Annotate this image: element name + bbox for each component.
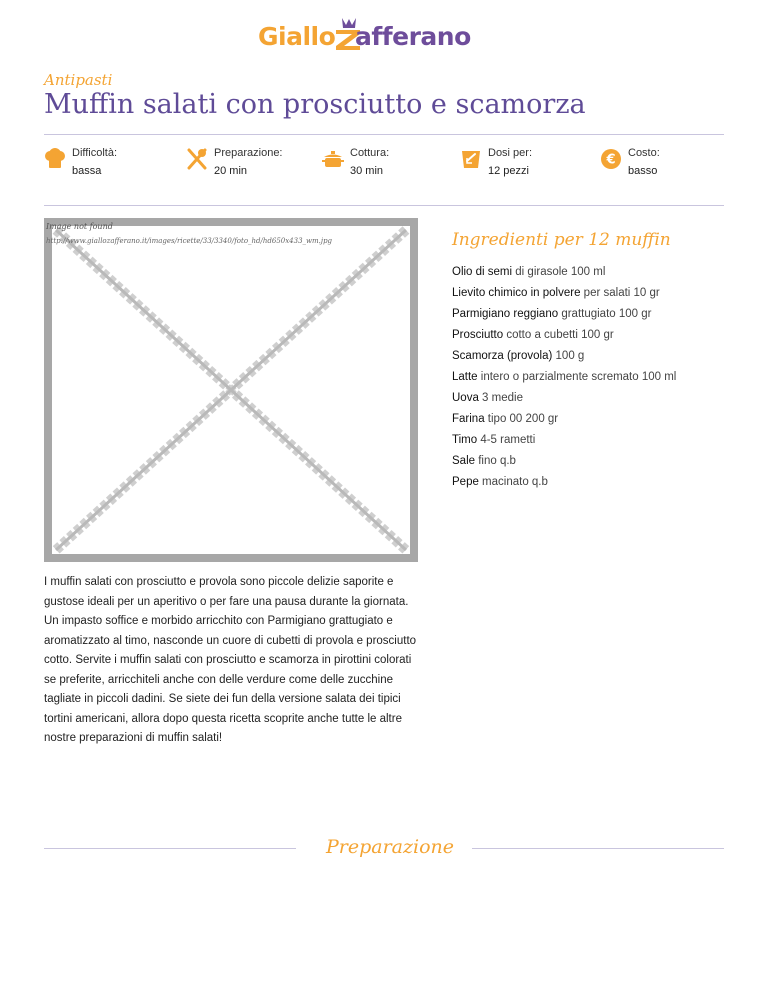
measuring-cup-icon xyxy=(460,148,482,170)
utensils-icon xyxy=(186,148,208,170)
ingredient-detail: grattugiato 100 gr xyxy=(558,308,652,320)
preparation-divider-left xyxy=(44,848,296,849)
info-label: Dosi per: xyxy=(488,147,533,159)
ingredient-item xyxy=(452,367,676,388)
info-servings xyxy=(460,146,590,186)
ingredient-name[interactable]: Lievito chimico in polvere xyxy=(452,287,581,299)
ingredient-item xyxy=(452,262,676,283)
ingredient-item xyxy=(452,472,676,493)
info-label: Cottura: xyxy=(350,147,390,159)
image-alt-text: Image not found xyxy=(46,222,113,231)
ingredient-item xyxy=(452,346,676,367)
info-label: Preparazione: xyxy=(214,147,283,159)
image-url-text: http://www.giallozafferano.it/images/ricette/33/3340/foto_hd/hd650x433_wm.jpg xyxy=(46,237,333,245)
ingredient-detail: intero o parzialmente scremato 100 ml xyxy=(477,371,677,383)
site-logo[interactable] xyxy=(258,14,510,54)
recipe-category[interactable]: Antipasti xyxy=(44,71,113,89)
ingredient-item xyxy=(452,283,676,304)
ingredient-detail: di girasole 100 ml xyxy=(512,266,606,278)
divider-top xyxy=(44,134,724,135)
ingredients-list xyxy=(452,262,676,493)
chef-hat-icon xyxy=(44,148,66,170)
ingredients-title: Ingredienti per 12 muffin xyxy=(452,230,671,250)
svg-text:€: € xyxy=(606,152,616,168)
info-cooking xyxy=(322,146,452,186)
ingredient-name[interactable]: Olio di semi xyxy=(452,266,513,278)
description-paragraph: I muffin salati con prosciutto e provola sono piccole delizie saporite e gustose ideali per un aperitivo o per fare una pausa durante la giornata. xyxy=(44,576,409,608)
info-value: bassa xyxy=(72,165,102,177)
preparation-divider-right xyxy=(472,848,724,849)
ingredient-name[interactable]: Parmigiano reggiano xyxy=(452,308,559,320)
ingredient-name[interactable]: Timo xyxy=(452,434,478,446)
ingredient-detail: 4-5 rametti xyxy=(477,434,536,446)
logo-text-zafferano: afferano xyxy=(355,22,471,51)
pot-icon xyxy=(322,148,344,170)
preparation-title: Preparazione xyxy=(326,836,455,858)
ingredient-name[interactable]: Sale xyxy=(452,455,476,467)
info-cost xyxy=(600,146,720,186)
info-value: 12 pezzi xyxy=(488,165,529,177)
description-paragraph: Un impasto soffice e morbido arricchito con Parmigiano grattugiato e aromatizzato al timo, nasconde un cuore di cubetti di provola e prosciutto cotto. Servite i muffin salati con prosciutto e scamorza in pirottini colorati se preferite, arricchiteli anche con delle verdure come delle zucchine tagliate in piccoli dadini. Se siete dei fun della versione salata dei tipici tortini americani, allora dopo questa ricetta scoprite anche tutte le altre nostre preparazioni di muffin salati! xyxy=(44,615,417,744)
recipe-title: Muffin salati con prosciutto e scamorza xyxy=(44,89,586,120)
ingredient-name[interactable]: Pepe xyxy=(452,476,479,488)
info-preparation xyxy=(186,146,316,186)
info-value: 30 min xyxy=(350,165,384,177)
ingredient-item xyxy=(452,388,676,409)
info-difficulty xyxy=(44,146,174,186)
recipe-description xyxy=(44,573,424,749)
recipe-image-placeholder xyxy=(44,218,418,562)
ingredient-name[interactable]: Prosciutto xyxy=(452,329,504,341)
ingredient-detail: tipo 00 200 gr xyxy=(484,413,559,425)
ingredient-detail: per salati 10 gr xyxy=(580,287,660,299)
info-value: basso xyxy=(628,165,658,177)
ingredient-name[interactable]: Latte xyxy=(452,371,478,383)
ingredient-name[interactable]: Scamorza (provola) xyxy=(452,350,553,362)
ingredient-detail: cotto a cubetti 100 gr xyxy=(503,329,614,341)
ingredient-item xyxy=(452,325,676,346)
ingredient-detail: fino q.b xyxy=(475,455,516,467)
ingredient-item xyxy=(452,304,676,325)
info-value: 20 min xyxy=(214,165,248,177)
ingredient-name[interactable]: Uova xyxy=(452,392,479,404)
logo-text-giallo: Giallo xyxy=(258,22,336,51)
divider-info xyxy=(44,205,724,206)
ingredient-item xyxy=(452,430,676,451)
ingredient-detail: 3 medie xyxy=(478,392,523,404)
ingredient-name[interactable]: Farina xyxy=(452,413,485,425)
broken-image-x-icon xyxy=(52,226,410,554)
ingredient-item xyxy=(452,409,676,430)
info-label: Difficoltà: xyxy=(72,147,118,159)
info-label: Costo: xyxy=(628,147,660,159)
ingredient-item xyxy=(452,451,676,472)
ingredient-detail: macinato q.b xyxy=(478,476,548,488)
euro-coin-icon xyxy=(600,148,622,170)
ingredient-detail: 100 g xyxy=(552,350,585,362)
